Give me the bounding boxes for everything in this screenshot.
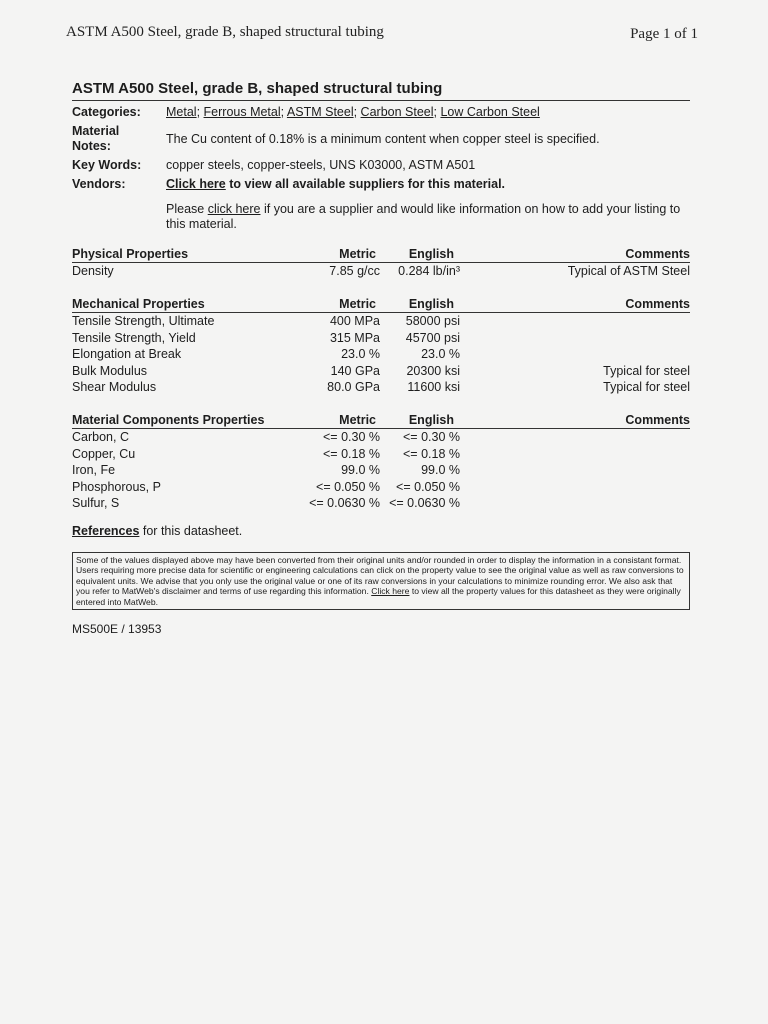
property-comment <box>460 313 690 330</box>
categories-list: Metal; Ferrous Metal; ASTM Steel; Carbon Steel; Low Carbon Steel <box>166 105 540 119</box>
property-row <box>72 462 690 479</box>
vendors-link[interactable]: Click here <box>166 177 226 191</box>
metric-value[interactable]: 7.85 g/cc <box>329 264 380 279</box>
metric-value[interactable]: 80.0 GPa <box>327 380 380 395</box>
metric-value[interactable]: <= 0.050 % <box>316 479 380 494</box>
section-heading: Physical Properties <box>72 246 302 263</box>
english-value[interactable]: <= 0.18 % <box>403 446 460 461</box>
category-link[interactable]: Metal <box>166 105 197 119</box>
english-value[interactable]: 11600 ksi <box>407 380 460 395</box>
english-value[interactable]: 99.0 % <box>421 463 460 478</box>
english-value[interactable]: 0.284 lb/in³ <box>398 264 460 279</box>
property-name: Iron, Fe <box>72 463 116 478</box>
metric-column-header: Metric <box>302 412 380 429</box>
property-comment <box>460 429 690 446</box>
property-row <box>72 379 690 396</box>
section-heading: Mechanical Properties <box>72 296 302 313</box>
english-value[interactable]: <= 0.0630 % <box>389 496 460 511</box>
comments-column-header: Comments <box>460 246 690 263</box>
category-link[interactable]: Low Carbon Steel <box>440 105 540 119</box>
material-notes: The Cu content of 0.18% is a minimum content when copper steel is specified. <box>166 132 600 146</box>
english-value[interactable]: 20300 ksi <box>406 363 460 378</box>
property-comment <box>460 479 690 496</box>
metric-column-header: Metric <box>302 246 380 263</box>
property-name: Tensile Strength, Yield <box>72 330 196 345</box>
metric-value[interactable]: 315 MPa <box>329 330 380 345</box>
references-link[interactable]: References <box>72 523 140 538</box>
property-row <box>72 346 690 363</box>
category-link[interactable]: Carbon Steel <box>360 105 434 119</box>
english-value[interactable]: 45700 psi <box>405 330 460 345</box>
vendors-text: Click here to view all available suppliers for this material. <box>166 177 506 191</box>
metric-column-header: Metric <box>302 296 380 313</box>
section-spacer <box>72 396 690 413</box>
section-spacer <box>72 280 690 297</box>
section-header-row <box>72 296 690 313</box>
property-name: Bulk Modulus <box>72 363 148 378</box>
keywords: copper steels, copper-steels, UNS K03000, ASTM A501 <box>166 158 476 172</box>
comments-column-header: Comments <box>460 412 690 429</box>
categories-row <box>72 105 690 120</box>
property-name: Carbon, C <box>72 430 129 445</box>
vendors-row <box>72 177 690 192</box>
datasheet <box>72 80 690 636</box>
supplier-note: Please click here if you are a supplier and would like information on how to add your listing to this material. <box>166 202 681 231</box>
disclaimer-box: Some of the values displayed above may have been converted from their original units and/or rounded in order to display the information in a consistant format. Users requiring more precise data for scientific or engineering calculations can click on the property value to see the original value as well as raw conversions to equivalent units. We advise that you only use the original value or one of its raw conversions in your calculations to minimize rounding error. We also ask that you refer to MatWeb's disclaimer and terms of use regarding this information. Click here to view all the property values for this datasheet as they were originally entered into MatWeb. <box>72 552 690 611</box>
keywords-row <box>72 158 690 173</box>
datasheet-title: ASTM A500 Steel, grade B, shaped structural tubing <box>72 80 690 101</box>
property-name: Elongation at Break <box>72 347 182 362</box>
property-row <box>72 429 690 446</box>
references-line: References for this datasheet. <box>72 523 243 538</box>
property-row <box>72 446 690 463</box>
supplier-click-here-link[interactable]: click here <box>207 202 261 216</box>
document-id: MS500E / 13953 <box>72 622 162 637</box>
property-name: Shear Modulus <box>72 380 157 395</box>
english-column-header: English <box>380 246 460 263</box>
property-row <box>72 495 690 512</box>
keywords-label: Key Words: <box>72 158 142 172</box>
property-name: Tensile Strength, Ultimate <box>72 314 215 329</box>
page-number: Page 1 of 1 <box>630 26 698 42</box>
property-comment: Typical for steel <box>603 380 690 395</box>
properties-table <box>72 246 690 512</box>
print-header <box>66 24 698 48</box>
english-value[interactable]: <= 0.30 % <box>403 430 460 445</box>
metric-value[interactable]: 23.0 % <box>341 347 380 362</box>
english-column-header: English <box>380 412 460 429</box>
metric-value[interactable]: 400 MPa <box>329 314 380 329</box>
property-row <box>72 330 690 347</box>
property-row <box>72 313 690 330</box>
material-notes-label: Material Notes: <box>72 124 120 153</box>
english-value[interactable]: <= 0.050 % <box>396 479 460 494</box>
metric-value[interactable]: 140 GPa <box>330 363 380 378</box>
property-comment: Typical for steel <box>603 363 690 378</box>
properties <box>72 246 690 512</box>
metric-value[interactable]: <= 0.18 % <box>323 446 380 461</box>
property-name: Phosphorous, P <box>72 479 161 494</box>
property-row <box>72 363 690 380</box>
property-name: Copper, Cu <box>72 446 136 461</box>
property-comment <box>460 446 690 463</box>
disclaimer-click-here-link[interactable]: Click here <box>371 586 410 597</box>
english-value[interactable]: 23.0 % <box>421 347 460 362</box>
property-comment <box>460 330 690 347</box>
property-row <box>72 263 690 280</box>
metric-value[interactable]: <= 0.0630 % <box>309 496 380 511</box>
section-header-row <box>72 246 690 263</box>
section-heading: Material Components Properties <box>72 412 302 429</box>
comments-column-header: Comments <box>460 296 690 313</box>
section-header-row <box>72 412 690 429</box>
property-comment <box>460 495 690 512</box>
property-row <box>72 479 690 496</box>
material-info <box>72 105 690 192</box>
categories-label: Categories: <box>72 105 141 119</box>
property-comment <box>460 346 690 363</box>
category-link[interactable]: ASTM Steel <box>286 105 354 119</box>
metric-value[interactable]: 99.0 % <box>341 463 380 478</box>
property-name: Sulfur, S <box>72 496 120 511</box>
category-link[interactable]: Ferrous Metal <box>203 105 281 119</box>
vendors-label: Vendors: <box>72 177 126 191</box>
property-comment <box>460 462 690 479</box>
english-column-header: English <box>380 296 460 313</box>
english-value[interactable]: 58000 psi <box>405 314 460 329</box>
metric-value[interactable]: <= 0.30 % <box>323 430 380 445</box>
property-comment: Typical of ASTM Steel <box>567 264 690 279</box>
material-notes-row <box>72 124 690 154</box>
print-header-title: ASTM A500 Steel, grade B, shaped structural tubing <box>66 24 384 40</box>
property-name: Density <box>72 264 114 279</box>
